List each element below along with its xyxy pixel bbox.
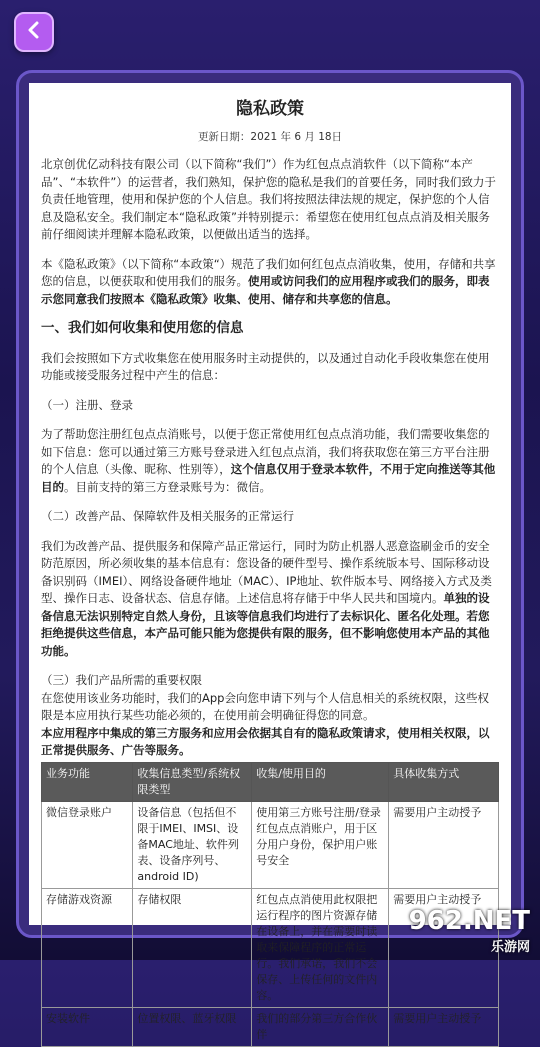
table-cell: 微信登录账户 — [42, 801, 133, 888]
permission-paragraph: 在您使用该业务功能时，我们的App会向您申请下列与个人信息相关的系统权限，这些权限是本应用执行某些功能必须的，在使用前会明确征得您的同意。 — [41, 690, 489, 722]
table-cell: 使用第三方账号注册/登录红包点点消账户，用于区分用户身份，保护用户账号安全 — [252, 801, 389, 888]
login-paragraph — [41, 426, 499, 496]
subsection-heading: （三）我们产品所需的重要权限 — [41, 673, 202, 687]
table-cell: 红包点点消使用此权限把运行程序的图片资源存储在设备上，并在需要时读取来保障程序的正常运行。我们承诺，我们不会保存、上传任何的文件内容。 — [252, 888, 389, 1007]
device-text: 我们为改善产品、提供服务和保障产品正常运行，同时为防止机器人恶意盗刷金币的安全防范原因，所必须收集的基本信息有：您设备的硬件型号、操作系统版本号、国际移动设备识别码（IMEI）、网络设备硬件地址（MAC）、IP地址、软件版本号、网络接入方式及类型、操作日志、设备状态、信息存储。上述信息将存储于中华人民共和国境内。 — [41, 538, 492, 605]
permission-bold-text: 本应用程序中集成的第三方服务和应用会依据其自有的隐私政策请求，使用相关权限，以正常提供服务、广告等服务。 — [41, 725, 490, 757]
scope-paragraph — [41, 256, 499, 309]
login-text: 为了帮助您注册红包点点消账号，以便于您正常使用红包点点消功能，我们需要收集您的如下信息：您可以通过第三方账号登录进入红包点点消，我们将获取您在第三方平台注册的个人信息（头像、昵称、性别等）， — [41, 427, 490, 476]
scope-text: 本《隐私政策》（以下简称“本政策“）规范了我们如何红包点点消收集，使用，存储和共享您的信息，以便获取和使用我们的服务。 — [41, 256, 496, 288]
section-paragraph: 我们会按照如下方式收集您在使用服务时主动提供的，以及通过自动化手段收集您在使用功能或接受服务过程中产生的信息： — [41, 350, 490, 382]
watermark-sub: 乐游网 — [490, 939, 530, 955]
device-paragraph — [41, 538, 499, 661]
table-row — [42, 1007, 499, 1046]
table-header-cell: 业务功能 — [42, 762, 133, 801]
login-bold-text: 这个信息仅用于登录本软件，不用于定向推送等其他目的 — [41, 462, 496, 494]
table-cell: 需要用户主动授予 — [389, 888, 499, 1007]
chevron-left-icon — [24, 20, 44, 44]
subsection-heading: （一）注册、登录 — [41, 397, 133, 412]
table-cell: 位置权限、蓝牙权限 — [133, 1007, 252, 1046]
table-cell: 安装软件 — [42, 1007, 133, 1046]
permission-bold-paragraph — [41, 725, 499, 760]
scope-bold-text: 使用或访问我们的应用程序或我们的服务，即表示您同意我们按照本《隐私政策》收集、使用、储存和共享您的信息。 — [41, 274, 490, 306]
table-cell: 设备信息（包括但不限于IMEI、IMSI、设备MAC地址、软件列表、设备序列号、android ID) — [133, 801, 252, 888]
updated-date: 更新日期：2021 年 6 月 18日 — [197, 130, 343, 143]
subsection-heading: （二）改善产品、保障软件及相关服务的正常运行 — [41, 509, 294, 523]
table-cell: 存储游戏资源 — [42, 888, 133, 1007]
table-header-cell: 收集信息类型/系统权限类型 — [133, 762, 252, 801]
back-button[interactable] — [14, 12, 54, 52]
section-heading: 一、我们如何收集和使用您的信息 — [41, 320, 244, 336]
page-title: 隐私政策 — [236, 99, 304, 119]
table-header-cell: 收集/使用目的 — [252, 762, 389, 801]
login-text-end: 。目前支持的第三方登录账号为：微信。 — [64, 479, 271, 494]
table-cell: 需要用户主动授予 — [389, 1007, 499, 1046]
table-row — [42, 801, 499, 888]
device-bold-text: 单独的设备信息无法识别特定自然人身份，且该等信息我们均进行了去标识化、匿名化处理。若您拒绝提供这些信息，本产品可能只能为您提供有限的服务，但不影响您使用本产品的其他功能。 — [41, 591, 490, 658]
table-cell: 存储权限 — [133, 888, 252, 1007]
table-cell: 我们的部分第三方合作伙伴 — [252, 1007, 389, 1046]
watermark-brand: 962.NET — [408, 905, 530, 936]
intro-paragraph: 北京创优亿动科技有限公司（以下简称“我们”）作为红包点点消软件（以下简称“本产品”、“本软件”）的运营者，我们熟知，保护您的隐私是我们的首要任务，同时我们致力于负责任地管理，使用和保护您的个人信息。我们将按照法律法规的规定，保护您的个人信息及隐私安全。我们制定本“隐私政策”并特别提示：希望您在使用红包点点消及相关服务前仔细阅读并理解本隐私政策，以便做出适当的选择。 — [41, 157, 496, 241]
table-header-cell: 具体收集方式 — [389, 762, 499, 801]
table-cell: 需要用户主动授予 — [389, 801, 499, 888]
table-header-row — [42, 762, 499, 801]
site-watermark — [390, 906, 530, 954]
permissions-table — [41, 762, 499, 1047]
